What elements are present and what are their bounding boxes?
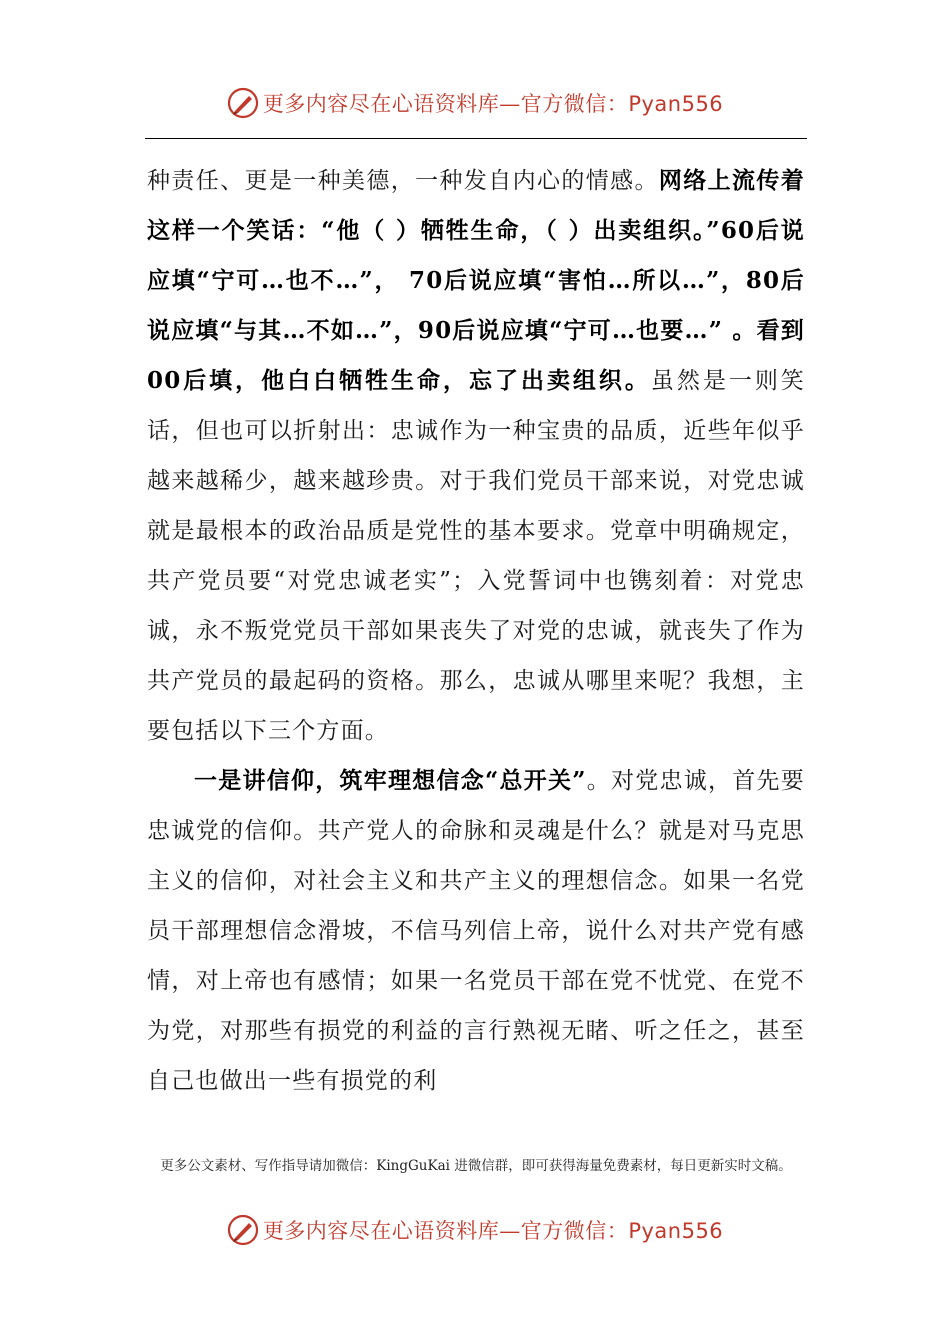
paragraph-2-text: 。对党忠诚，首先要忠诚党的信仰。共产党人的命脉和灵魂是什么？就是对马克思主义的信仰，对社会主义和共产主义的理想信念。如果一名党员干部理想信念滑坡，不信马列信上帝，说什么对共产党有感情，对上帝也有感情；如果一名党员干部在党不忧党、在党不为党，对那些有损党的利益的言行熟视无睹、听之任之，甚至自己也做出一些有损党的利 <box>147 768 805 1094</box>
paragraph-2 <box>147 756 805 1106</box>
banner-label: 更多内容尽在心语资料库—官方微信：Pyan556 <box>262 92 724 116</box>
pen-logo-icon <box>227 1214 259 1246</box>
wechat-id: Pyan556 <box>628 92 724 116</box>
paragraph-1-intro: 种责任、更是一种美德，一种发自内心的情感。 <box>147 168 659 194</box>
pen-logo-icon <box>227 87 259 119</box>
header-banner <box>0 83 950 123</box>
section-heading-1: 一是讲信仰，筑牢理想信念“总开关” <box>194 767 587 794</box>
footer-banner <box>0 1210 950 1250</box>
wechat-id: Pyan556 <box>628 1219 724 1243</box>
document-body <box>147 156 805 1106</box>
banner-label: 更多内容尽在心语资料库—官方微信：Pyan556 <box>262 1219 724 1243</box>
footer-note: 更多公文素材、写作指导请加微信：KingGuKai 进微信群，即可获得海量免费素材，每日更新实时文稿。 <box>160 1158 792 1174</box>
paragraph-1 <box>147 156 805 756</box>
header-divider <box>145 138 807 139</box>
paragraph-1-rest: 虽然是一则笑话，但也可以折射出：忠诚作为一种宝贵的品质，近些年似乎越来越稀少，越来越珍贵。对于我们党员干部来说，对党忠诚就是最根本的政治品质是党性的基本要求。党章中明确规定，共产党员要“对党忠诚老实”；入党誓词中也镌刻着：对党忠诚，永不叛党党员干部如果丧失了对党的忠诚，就丧失了作为共产党员的最起码的资格。那么，忠诚从哪里来呢？我想，主要包括以下三个方面。 <box>147 368 806 744</box>
joke-passage: 网络上流传着这样一个笑话：“他（ ）牺牲生命，（ ）出卖组织。”60后说应填“宁可…也不…”， 70后说应填“害怕…所以…”，80后说应填“与其…不如…”，90后说应填“宁可…也要…” 。看到00后填，他白白牺牲生命，忘了出卖组织。 <box>147 167 806 394</box>
